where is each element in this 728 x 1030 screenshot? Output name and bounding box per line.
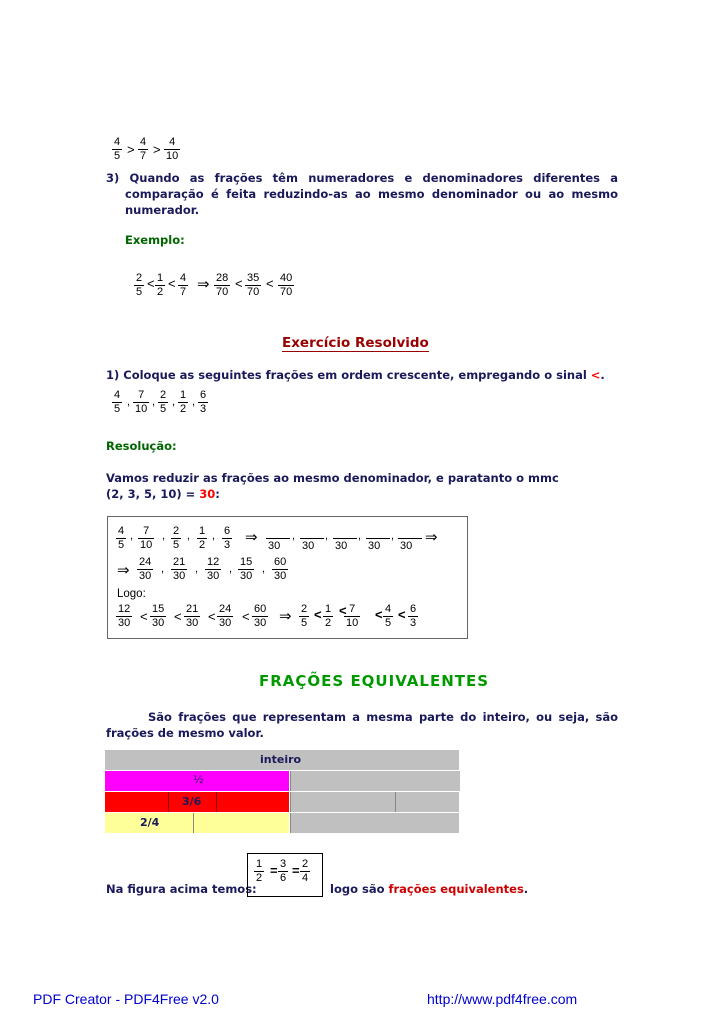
example-label: Exemplo: <box>125 233 185 247</box>
less-than-sign: < <box>235 276 243 291</box>
implies-arrow-icon: ⇒ <box>279 608 292 625</box>
mmc-value: 30 <box>199 487 216 501</box>
equivalentes-p2: frações de mesmo valor. <box>106 726 264 740</box>
question-text: 1) Coloque as seguintes frações em ordem crescente, empregando o sinal <box>106 368 591 382</box>
implies-arrow-icon: ⇒ <box>245 529 258 546</box>
half-label: ½ <box>193 773 204 786</box>
fraction: $\frac{1}{2}$ <box>157 272 164 298</box>
reduzir-line1: Vamos reduzir as frações ao mesmo denominador, e paratanto o mmc <box>106 471 559 485</box>
equivalentes-title: FRAÇÕES EQUIVALENTES <box>259 672 490 690</box>
inteiro-bar <box>105 750 459 770</box>
greater-than-sign: > <box>153 142 161 157</box>
fraction: $\frac{35}{70}$ <box>247 272 260 298</box>
item3-line1: 3) Quando as frações têm numeradores e denominadores diferentes a <box>106 171 618 185</box>
fraction: $\frac{4}{10}$ <box>166 136 179 162</box>
fraction: $\frac{2}{5}$ <box>136 272 143 298</box>
na-figura-label: Na figura acima temos: <box>106 882 257 896</box>
exercicio-title: Exercício Resolvido <box>282 335 429 351</box>
greater-than-sign: > <box>127 142 135 157</box>
two-fourths-bar <box>105 813 194 833</box>
equivalence-box: $\frac{1}{2}$ = $\frac{3}{6}$ = $\frac{2}{4}$ <box>247 853 323 897</box>
footer-left: PDF Creator - PDF4Free v2.0 <box>33 991 219 1007</box>
fraction: $\frac{28}{70}$ <box>216 272 229 298</box>
inteiro-label: inteiro <box>260 753 302 766</box>
fraction: $\frac{4}{5}$ <box>114 136 121 162</box>
two-fourths-label: 2/4 <box>140 816 160 829</box>
fraction: $\frac{4}{7}$ <box>140 136 147 162</box>
implies-arrow-icon: ⇒ <box>425 529 438 546</box>
three-sixths-bar <box>169 792 217 812</box>
logo-sao-text: logo são frações equivalentes. <box>330 882 529 896</box>
logo-label: Logo: <box>117 588 146 600</box>
item3-line2: comparação é feita reduzindo-as ao mesmo denominador ou ao mesmo <box>125 187 618 201</box>
three-sixths-label: 3/6 <box>182 795 202 808</box>
less-than-sign: < <box>147 276 155 291</box>
implies-arrow-icon: ⇒ <box>117 562 130 579</box>
half-bar <box>105 771 289 791</box>
implies-arrow-icon: ⇒ <box>197 276 210 293</box>
fraction: $\frac{4}{7}$ <box>180 272 187 298</box>
equivalentes-p1: São frações que representam a mesma parte do inteiro, ou seja, são <box>148 710 618 724</box>
fraction: $\frac{40}{70}$ <box>280 272 293 298</box>
question-1 <box>106 367 605 383</box>
reduzir-line2: (2, 3, 5, 10) = 30: <box>106 487 220 501</box>
less-than-sign: < <box>266 276 274 291</box>
resolucao-label: Resolução: <box>106 439 177 453</box>
less-than-sign: < <box>590 368 601 382</box>
less-than-sign: < <box>168 276 176 291</box>
footer-link[interactable]: http://www.pdf4free.com <box>427 991 578 1007</box>
item3-line3: numerador. <box>125 203 200 217</box>
period: . <box>600 368 605 382</box>
fracoes-equivalentes-highlight: frações equivalentes <box>388 882 524 896</box>
